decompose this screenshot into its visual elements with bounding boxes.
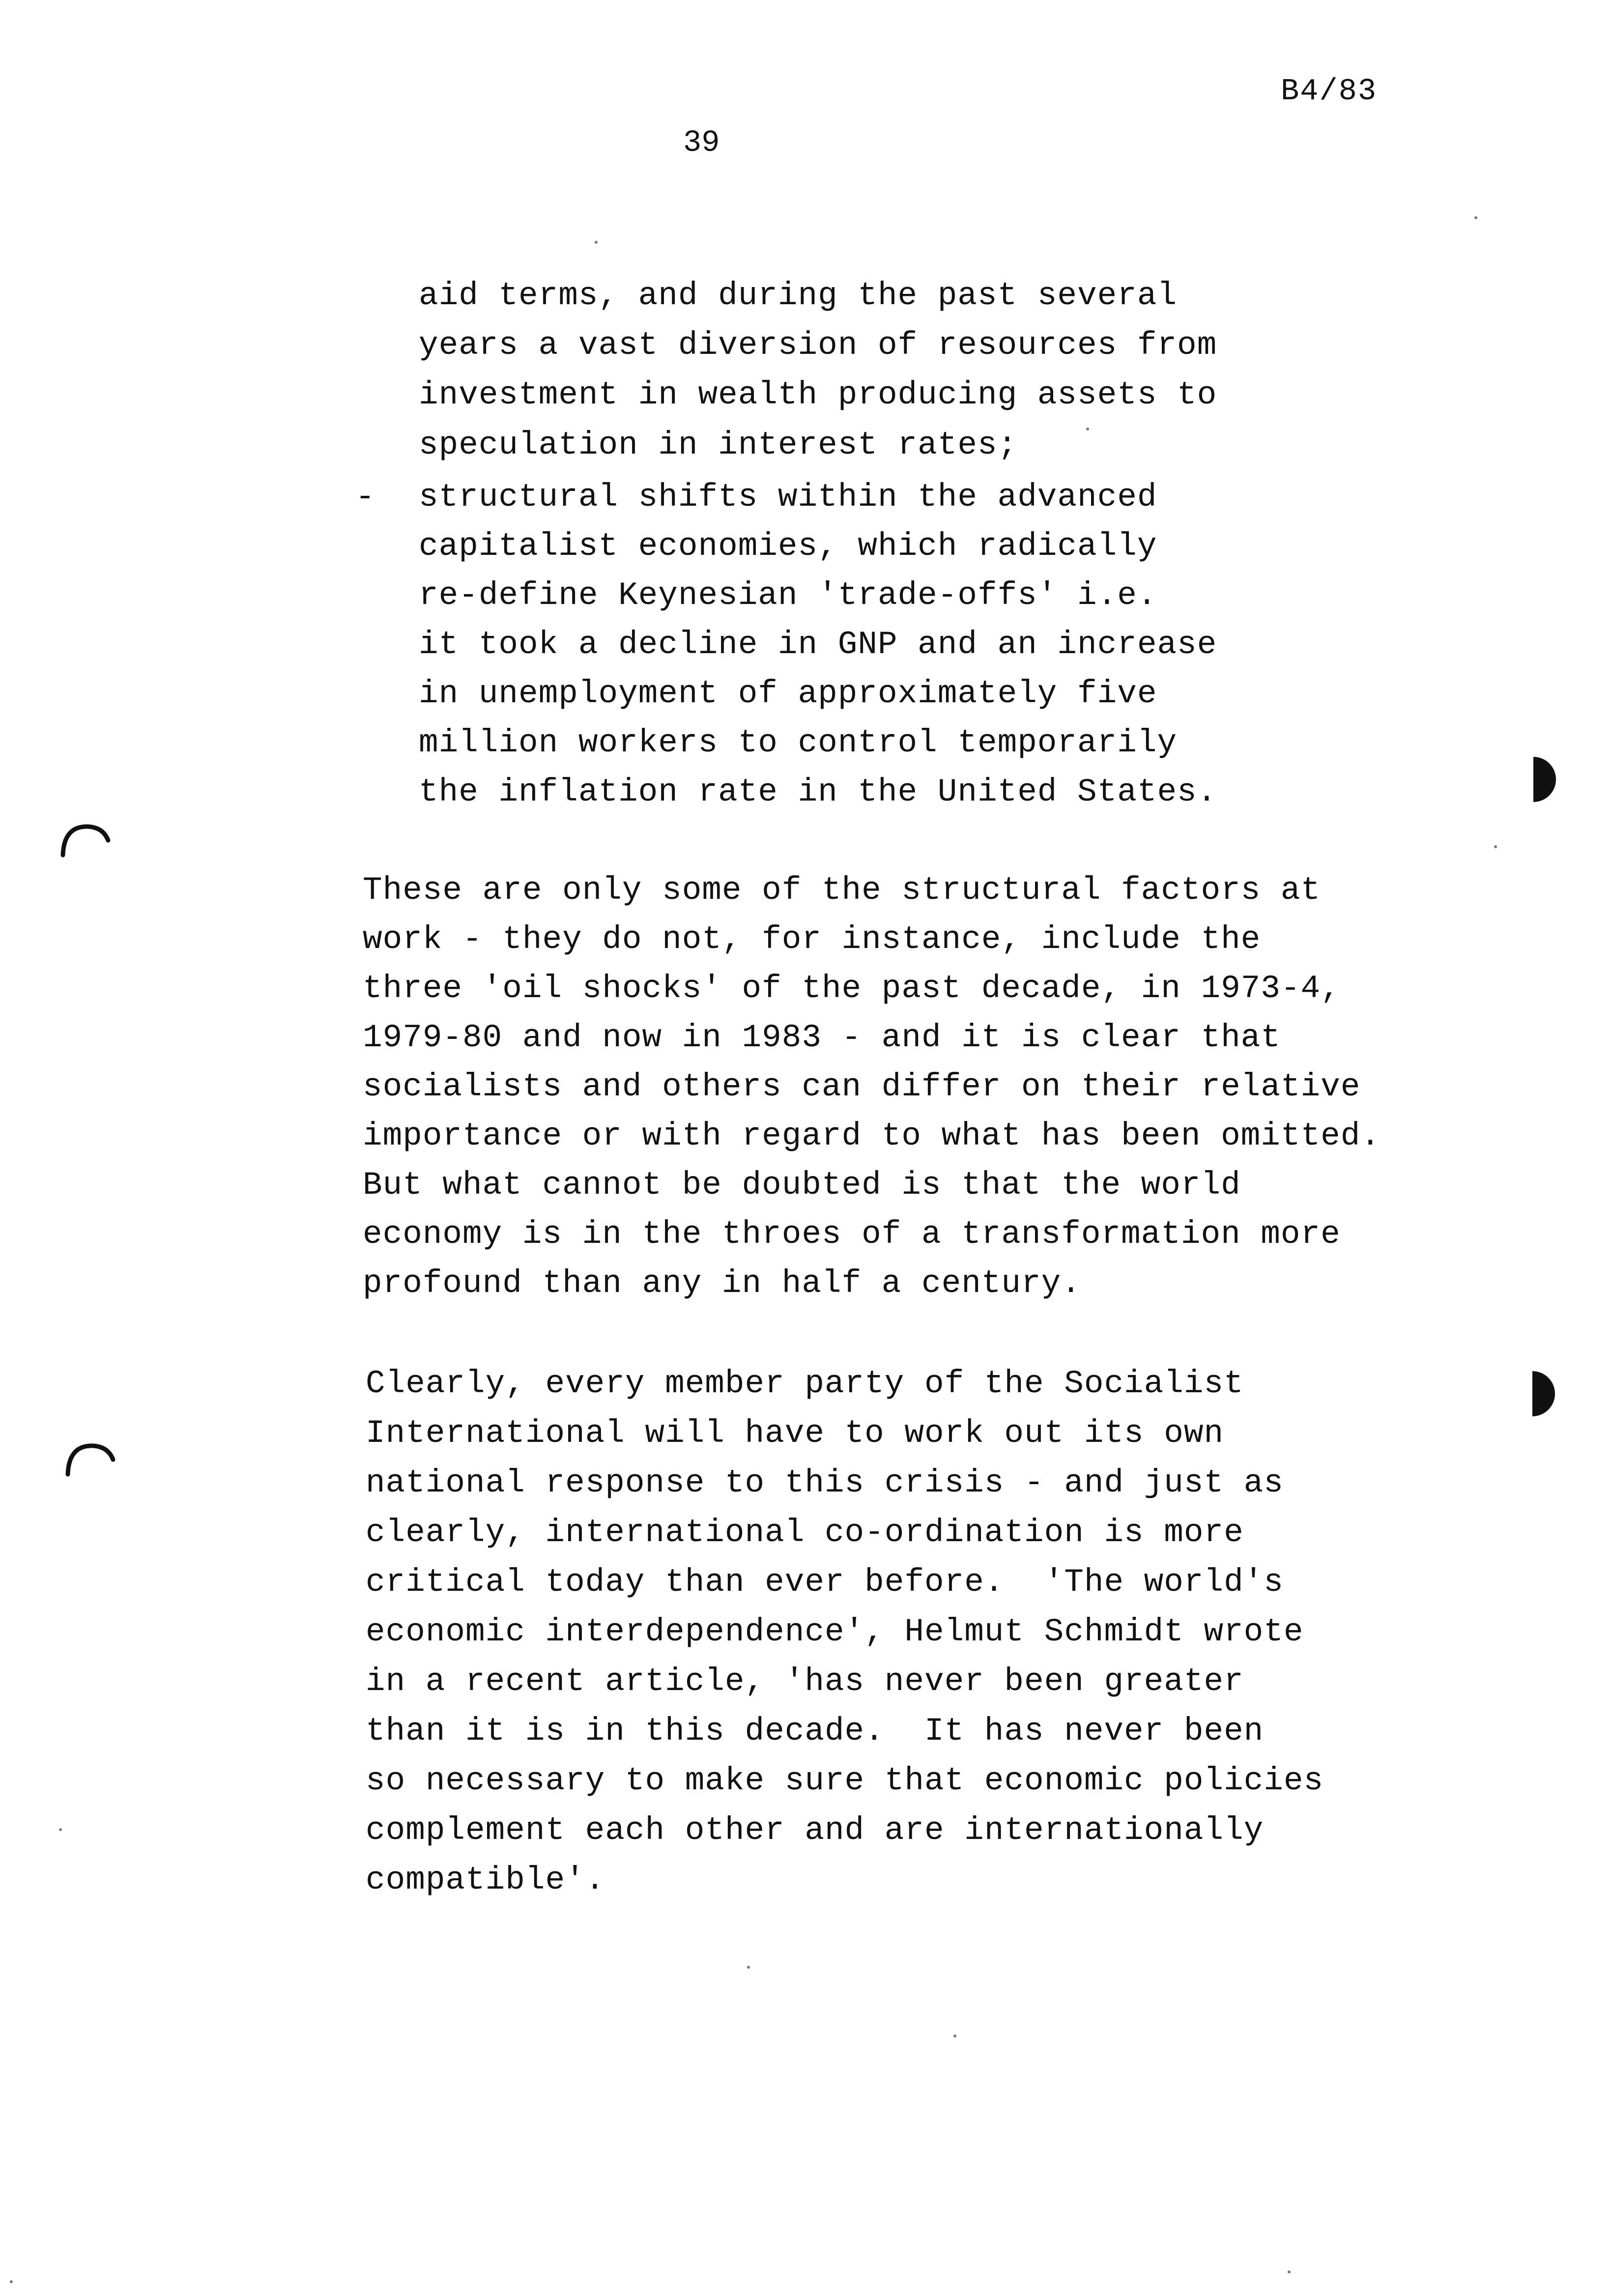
text-line: than it is in this decade. It has never been [366,1713,1264,1750]
text-line: Clearly, every member party of the Socialist [366,1365,1244,1402]
text-line: economic interdependence', Helmut Schmidt wrote [366,1613,1304,1650]
bullet-marker: - [355,479,375,516]
text-line: in unemployment of approximately five [419,675,1157,712]
text-line: capitalist economies, which radically [419,528,1157,565]
text-line: economy is in the throes of a transformation more [363,1216,1341,1253]
text-line: International will have to work out its own [366,1415,1224,1452]
text-line: national response to this crisis - and just as [366,1464,1284,1501]
text-line: complement each other and are internationally [366,1812,1264,1849]
scan-speck [747,1966,750,1969]
page-number: 39 [683,125,720,160]
text-line: profound than any in half a century. [363,1265,1081,1302]
scan-speck [1086,428,1089,430]
punch-hole-mark [1533,757,1556,802]
staple-mark-icon [59,821,113,860]
scan-speck [59,1828,62,1831]
text-line: years a vast diversion of resources from [419,327,1217,364]
text-line: But what cannot be doubted is that the world [363,1167,1241,1204]
text-line: the inflation rate in the United States. [419,774,1217,810]
text-line: structural shifts within the advanced [419,479,1157,516]
text-line: three 'oil shocks' of the past decade, in 1973-4, [363,970,1341,1007]
scan-speck [595,241,598,244]
scan-speck [1474,216,1477,219]
text-line: re-define Keynesian 'trade-offs' i.e. [419,577,1157,614]
text-line: clearly, international co-ordination is more [366,1514,1244,1551]
text-line: work - they do not, for instance, include the [363,921,1261,958]
text-line: critical today than ever before. 'The world's [366,1564,1284,1601]
scan-speck [1288,2270,1291,2273]
punch-hole-mark [1532,1371,1555,1416]
document-reference: B4/83 [1281,74,1378,109]
staple-mark-icon [64,1440,118,1479]
text-line: 1979-80 and now in 1983 - and it is clear that [363,1019,1281,1056]
text-line: compatible'. [366,1862,605,1898]
text-line: importance or with regard to what has been omitted. [363,1118,1381,1154]
text-line: speculation in interest rates; [419,427,1018,463]
scan-speck [10,2280,13,2283]
text-line: investment in wealth producing assets to [419,376,1217,413]
text-line: These are only some of the structural factors at [363,872,1321,909]
text-line: in a recent article, 'has never been greater [366,1663,1244,1700]
scan-speck [1494,845,1497,848]
text-line: million workers to control temporarily [419,724,1178,761]
text-line: it took a decline in GNP and an increase [419,626,1217,663]
scan-speck [953,2035,956,2038]
text-line: so necessary to make sure that economic policies [366,1762,1324,1799]
text-line: socialists and others can differ on their relative [363,1068,1361,1105]
text-line: aid terms, and during the past several [419,277,1178,314]
